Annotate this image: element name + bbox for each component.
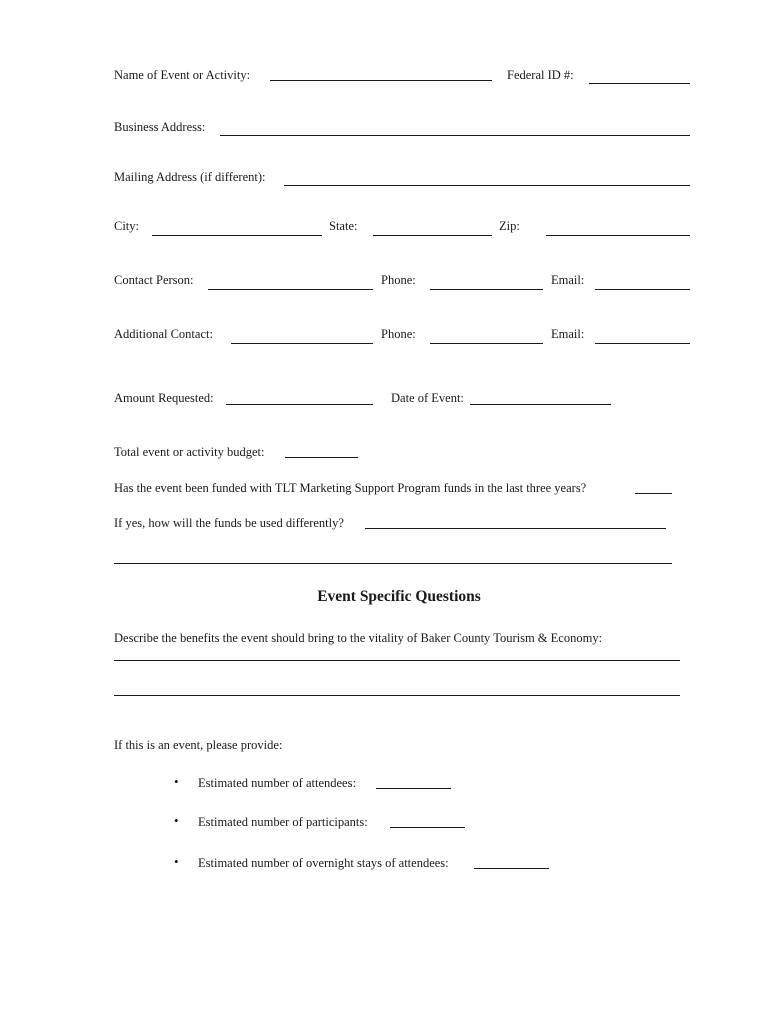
- event-name-field[interactable]: [270, 80, 492, 81]
- bullet-icon: •: [174, 774, 179, 789]
- amount-requested-field[interactable]: [226, 404, 373, 405]
- city-label: City:: [114, 219, 140, 233]
- date-of-event-field[interactable]: [470, 404, 611, 405]
- different-use-field-line-2[interactable]: [114, 563, 672, 564]
- mailing-address-label: Mailing Address (if different):: [114, 170, 266, 184]
- contact-person-label: Contact Person:: [114, 273, 194, 287]
- participants-field[interactable]: [390, 827, 465, 828]
- phone-field[interactable]: [430, 289, 543, 290]
- federal-id-field[interactable]: [589, 83, 690, 84]
- email-label: Email:: [551, 273, 585, 287]
- event-name-label: Name of Event or Activity:: [114, 68, 251, 82]
- email-2-field[interactable]: [595, 343, 690, 344]
- additional-contact-label: Additional Contact:: [114, 327, 213, 341]
- attendees-label: Estimated number of attendees:: [198, 776, 356, 790]
- date-of-event-label: Date of Event:: [391, 391, 464, 405]
- contact-person-field[interactable]: [208, 289, 373, 290]
- city-field[interactable]: [152, 235, 322, 236]
- additional-contact-field[interactable]: [231, 343, 373, 344]
- different-use-question: If yes, how will the funds be used differently?: [114, 516, 344, 530]
- phone-2-label: Phone:: [381, 327, 416, 341]
- benefits-field-line-1[interactable]: [114, 660, 680, 661]
- phone-2-field[interactable]: [430, 343, 543, 344]
- mailing-address-field[interactable]: [284, 185, 690, 186]
- participants-label: Estimated number of participants:: [198, 815, 368, 829]
- overnight-stays-field[interactable]: [474, 868, 549, 869]
- different-use-field[interactable]: [365, 528, 666, 529]
- business-address-field[interactable]: [220, 135, 690, 136]
- state-field[interactable]: [373, 235, 492, 236]
- budget-label: Total event or activity budget:: [114, 445, 265, 459]
- state-label: State:: [329, 219, 358, 233]
- overnight-stays-label: Estimated number of overnight stays of attendees:: [198, 856, 449, 870]
- zip-field[interactable]: [546, 235, 690, 236]
- zip-label: Zip:: [499, 219, 520, 233]
- funded-answer-field[interactable]: [635, 493, 672, 494]
- benefits-question: Describe the benefits the event should bring to the vitality of Baker County Tourism & Economy:: [114, 631, 603, 645]
- budget-field[interactable]: [285, 457, 358, 458]
- benefits-field-line-2[interactable]: [114, 695, 680, 696]
- funded-question: Has the event been funded with TLT Marketing Support Program funds in the last three years?: [114, 481, 587, 495]
- provide-label: If this is an event, please provide:: [114, 738, 283, 752]
- phone-label: Phone:: [381, 273, 416, 287]
- federal-id-label: Federal ID #:: [507, 68, 574, 82]
- amount-requested-label: Amount Requested:: [114, 391, 214, 405]
- attendees-field[interactable]: [376, 788, 451, 789]
- business-address-label: Business Address:: [114, 120, 206, 134]
- email-field[interactable]: [595, 289, 690, 290]
- bullet-icon: •: [174, 854, 179, 869]
- bullet-icon: •: [174, 813, 179, 828]
- email-2-label: Email:: [551, 327, 585, 341]
- section-heading: Event Specific Questions: [317, 588, 481, 605]
